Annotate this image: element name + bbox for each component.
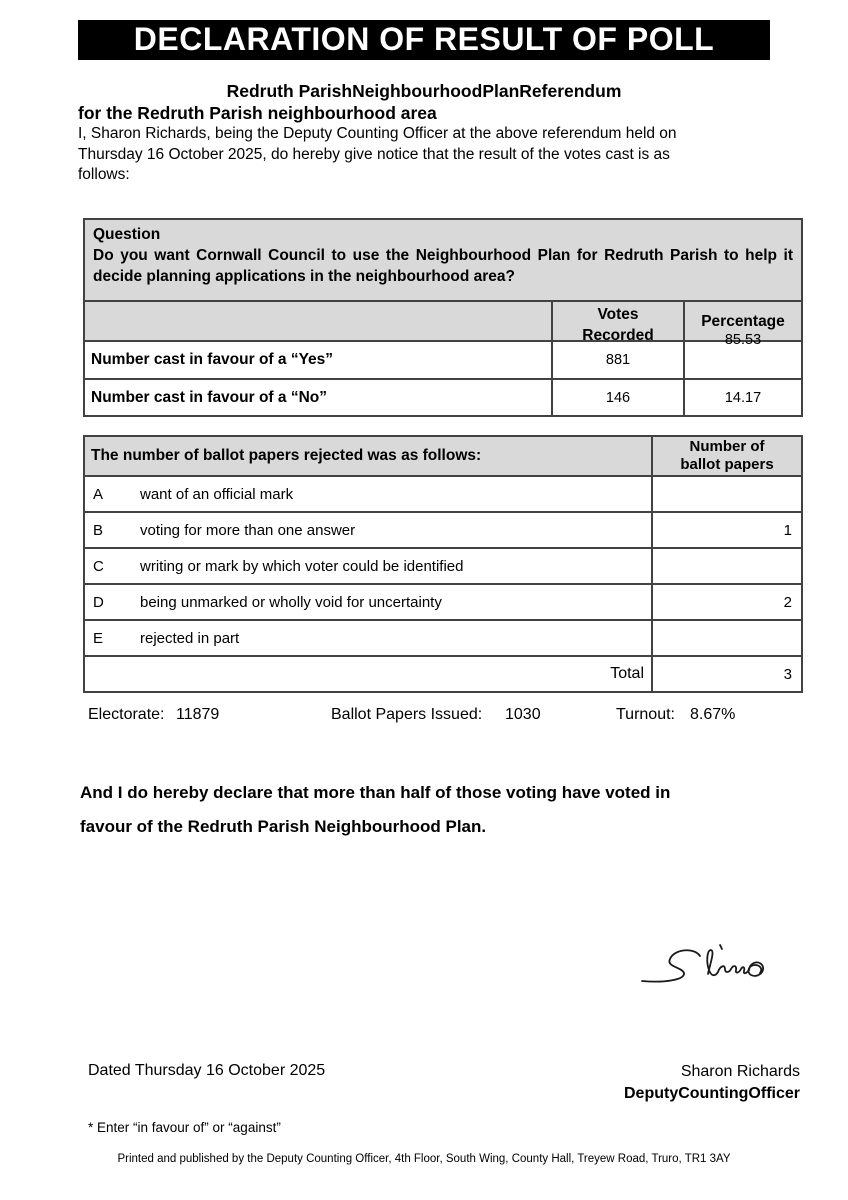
electorate-value: 11879 [176,706,220,723]
row-code: B [93,521,104,539]
row-count [651,549,801,583]
row-code: D [93,593,104,611]
officer-role: DeputyCountingOfficer [624,1085,800,1102]
votes-header-line: Votes [597,306,639,323]
total-label: Total [610,665,644,682]
no-label: Number cast in favour of a “No” [91,388,327,406]
rejected-count-header [651,437,801,475]
total-value: 3 [651,657,801,691]
table-row-c [85,547,801,583]
declaration-line: favour of the Redruth Parish Neighbourhood Plan. [80,817,487,836]
yes-votes: 881 [551,342,683,378]
turnout-value: 8.67% [690,706,736,723]
dated-line: Dated Thursday 16 October 2025 [88,1062,326,1079]
rejected-header-row [85,437,801,475]
officer-name: Sharon Richards [680,1063,800,1080]
count-header-line: Number of [689,438,765,455]
percentage-header: Percentage [683,302,801,340]
declaration-line: And I do hereby declare that more than half of those voting have voted in [80,783,671,802]
row-reason: being unmarked or wholly void for uncertainty [140,593,442,611]
question-cell [85,220,801,300]
results-table [83,218,803,417]
votes-header-line: Recorded [582,327,654,344]
row-count [651,621,801,655]
question-text: Do you want Cornwall Council to use the Neighbourhood Plan for Redruth Parish to help it decide planning applications in the neighbourhood area? [93,247,793,285]
declaration-statement [80,776,790,844]
intro-line: Thursday 16 October 2025, do hereby give notice that the result of the votes cast is as [78,145,670,163]
no-percentage: 14.17 [683,380,801,415]
row-reason: want of an official mark [140,485,294,503]
turnout-label: Turnout: [616,706,675,723]
printed-published-line: Printed and published by the Deputy Counting Officer, 4th Floor, South Wing, County Hall, Treyew Road, Truro, TR1 3AY [117,1153,731,1165]
referendum-area: for the Redruth Parish neighbourhood area [78,103,437,123]
row-count: 1 [651,513,801,547]
electorate-label: Electorate: [88,706,165,723]
table-row-d [85,583,801,619]
question-label: Question [93,226,161,243]
intro-line: I, Sharon Richards, being the Deputy Counting Officer at the above referendum held on [78,125,677,142]
ballots-issued-label: Ballot Papers Issued: [331,706,483,723]
referendum-heading [78,81,770,124]
rejected-header-label: The number of ballot papers rejected was as follows: [91,447,482,464]
row-reason: voting for more than one answer [140,521,356,539]
officer-signoff [624,1062,800,1104]
row-code: C [93,557,104,575]
no-votes: 146 [551,380,683,415]
row-count: 2 [651,585,801,619]
intro-line: follows: [78,166,130,183]
row-reason: rejected in part [140,629,240,647]
table-row-no [85,378,801,415]
row-code: A [93,485,104,503]
signature-image [630,942,765,994]
table-row-total [85,655,801,691]
votes-recorded-header [551,302,683,344]
table-row-e [85,619,801,655]
intro-paragraph [78,124,778,186]
row-count [651,477,801,511]
rejected-ballots-table [83,435,803,693]
referendum-name: Redruth ParishNeighbourhoodPlanReferendum [226,81,622,101]
page-title: DECLARATION OF RESULT OF POLL [78,20,770,60]
count-header-line: ballot papers [680,456,774,473]
row-code: E [93,629,104,647]
ballots-issued-value: 1030 [505,706,541,723]
table-row-b [85,511,801,547]
yes-percentage [683,332,801,378]
footnote-asterisk: * Enter “in favour of” or “against” [88,1120,281,1135]
results-header-row [85,300,801,344]
row-reason: writing or mark by which voter could be identified [140,557,464,575]
table-row-a [85,475,801,511]
empty-header-cell [85,302,551,340]
yes-label: Number cast in favour of a “Yes” [91,351,334,368]
yes-percentage-value: 85.53 [724,332,762,348]
